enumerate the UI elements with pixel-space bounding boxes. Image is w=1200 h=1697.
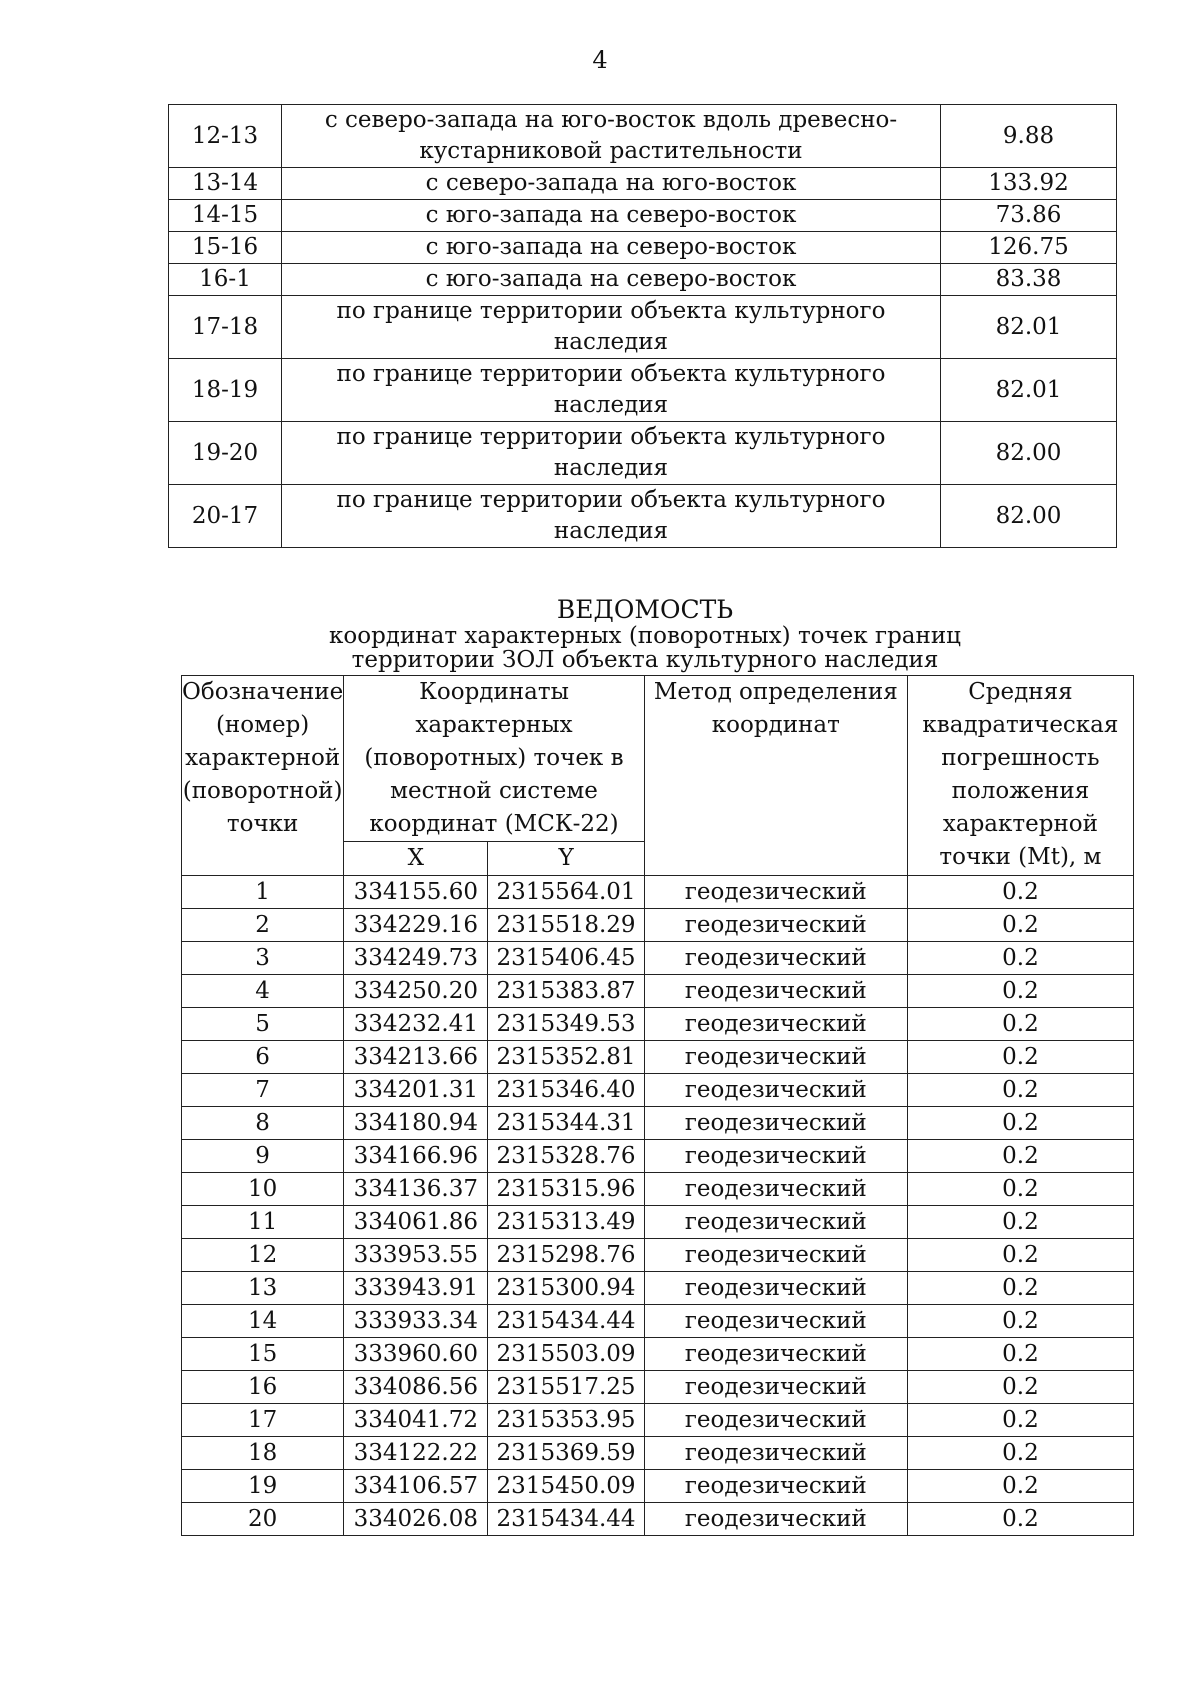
error: 0.2 bbox=[907, 1305, 1133, 1338]
error: 0.2 bbox=[907, 1338, 1133, 1371]
coords-header-row-1 bbox=[182, 676, 1134, 842]
point-number: 6 bbox=[182, 1041, 344, 1074]
segment-description: с юго-запада на северо-восток bbox=[282, 232, 941, 264]
coord-x: 333943.91 bbox=[344, 1272, 488, 1305]
point-number: 4 bbox=[182, 975, 344, 1008]
coord-y: 2315349.53 bbox=[488, 1008, 644, 1041]
table-row bbox=[182, 1074, 1134, 1107]
header-x: X bbox=[344, 842, 488, 876]
coord-y: 2315564.01 bbox=[488, 876, 644, 909]
segment-description: по границе территории объекта культурного наследия bbox=[282, 485, 941, 548]
method: геодезический bbox=[644, 975, 907, 1008]
segment-length: 9.88 bbox=[941, 105, 1117, 168]
coord-y: 2315517.25 bbox=[488, 1371, 644, 1404]
point-number: 3 bbox=[182, 942, 344, 975]
error: 0.2 bbox=[907, 1470, 1133, 1503]
coord-y: 2315313.49 bbox=[488, 1206, 644, 1239]
coord-x: 333960.60 bbox=[344, 1338, 488, 1371]
method: геодезический bbox=[644, 1338, 907, 1371]
point-number: 10 bbox=[182, 1173, 344, 1206]
coord-x: 334041.72 bbox=[344, 1404, 488, 1437]
table-row bbox=[182, 1107, 1134, 1140]
segment-description: по границе территории объекта культурного наследия bbox=[282, 422, 941, 485]
coord-y: 2315352.81 bbox=[488, 1041, 644, 1074]
segment-id: 13-14 bbox=[169, 168, 282, 200]
segment-length: 82.00 bbox=[941, 422, 1117, 485]
coord-y: 2315434.44 bbox=[488, 1305, 644, 1338]
method: геодезический bbox=[644, 1437, 907, 1470]
segment-id: 20-17 bbox=[169, 485, 282, 548]
vedomost-subtitle-line1: координат характерных (поворотных) точек границ bbox=[329, 623, 961, 649]
coord-y: 2315300.94 bbox=[488, 1272, 644, 1305]
table-row bbox=[182, 975, 1134, 1008]
segment-id: 15-16 bbox=[169, 232, 282, 264]
method: геодезический bbox=[644, 1041, 907, 1074]
error: 0.2 bbox=[907, 1437, 1133, 1470]
coord-y: 2315434.44 bbox=[488, 1503, 644, 1536]
segment-length: 73.86 bbox=[941, 200, 1117, 232]
coord-x: 334136.37 bbox=[344, 1173, 488, 1206]
segment-description: по границе территории объекта культурного наследия bbox=[282, 296, 941, 359]
point-number: 17 bbox=[182, 1404, 344, 1437]
method: геодезический bbox=[644, 1107, 907, 1140]
method: геодезический bbox=[644, 1173, 907, 1206]
error: 0.2 bbox=[907, 1371, 1133, 1404]
point-number: 14 bbox=[182, 1305, 344, 1338]
coord-y: 2315450.09 bbox=[488, 1470, 644, 1503]
coord-y: 2315346.40 bbox=[488, 1074, 644, 1107]
method: геодезический bbox=[644, 1305, 907, 1338]
vedomost-subtitle-line2: территории ЗОЛ объекта культурного наследия bbox=[351, 647, 939, 673]
coord-y: 2315298.76 bbox=[488, 1239, 644, 1272]
point-number: 13 bbox=[182, 1272, 344, 1305]
point-number: 20 bbox=[182, 1503, 344, 1536]
table-row bbox=[169, 485, 1117, 548]
point-number: 12 bbox=[182, 1239, 344, 1272]
coord-x: 334249.73 bbox=[344, 942, 488, 975]
table-row bbox=[169, 264, 1117, 296]
table-row bbox=[182, 1008, 1134, 1041]
table-row bbox=[182, 1338, 1134, 1371]
header-method: Метод определения координат bbox=[644, 676, 907, 876]
coords-body bbox=[182, 876, 1134, 1536]
coord-y: 2315353.95 bbox=[488, 1404, 644, 1437]
segment-length: 82.01 bbox=[941, 359, 1117, 422]
table-row bbox=[169, 296, 1117, 359]
method: геодезический bbox=[644, 1239, 907, 1272]
segment-id: 12-13 bbox=[169, 105, 282, 168]
error: 0.2 bbox=[907, 1041, 1133, 1074]
segment-id: 14-15 bbox=[169, 200, 282, 232]
table-row bbox=[169, 200, 1117, 232]
point-number: 5 bbox=[182, 1008, 344, 1041]
table-row bbox=[182, 1470, 1134, 1503]
header-point: Обозначение (номер) характерной (поворотной) точки bbox=[182, 676, 344, 876]
header-y: Y bbox=[488, 842, 644, 876]
table-row bbox=[182, 1041, 1134, 1074]
error: 0.2 bbox=[907, 942, 1133, 975]
table-row bbox=[182, 1437, 1134, 1470]
segment-description: по границе территории объекта культурного наследия bbox=[282, 359, 941, 422]
method: геодезический bbox=[644, 1470, 907, 1503]
segment-description: с северо-запада на юго-восток bbox=[282, 168, 941, 200]
point-number: 2 bbox=[182, 909, 344, 942]
method: геодезический bbox=[644, 1272, 907, 1305]
error: 0.2 bbox=[907, 975, 1133, 1008]
header-coordinates: Координаты характерных (поворотных) точек в местной системе координат (МСК-22) bbox=[344, 676, 645, 842]
segment-length: 133.92 bbox=[941, 168, 1117, 200]
segment-id: 16-1 bbox=[169, 264, 282, 296]
table-row bbox=[182, 1239, 1134, 1272]
table-row bbox=[182, 1272, 1134, 1305]
vedomost-title: ВЕДОМОСТЬ bbox=[556, 595, 734, 624]
point-number: 15 bbox=[182, 1338, 344, 1371]
coord-x: 334061.86 bbox=[344, 1206, 488, 1239]
table-row bbox=[182, 876, 1134, 909]
error: 0.2 bbox=[907, 1206, 1133, 1239]
error: 0.2 bbox=[907, 1173, 1133, 1206]
point-number: 7 bbox=[182, 1074, 344, 1107]
coord-x: 334232.41 bbox=[344, 1008, 488, 1041]
method: геодезический bbox=[644, 1206, 907, 1239]
method: геодезический bbox=[644, 1008, 907, 1041]
segment-description: с юго-запада на северо-восток bbox=[282, 264, 941, 296]
coord-y: 2315315.96 bbox=[488, 1173, 644, 1206]
error: 0.2 bbox=[907, 909, 1133, 942]
table-row bbox=[169, 105, 1117, 168]
error: 0.2 bbox=[907, 1239, 1133, 1272]
coord-x: 334086.56 bbox=[344, 1371, 488, 1404]
coord-x: 334155.60 bbox=[344, 876, 488, 909]
page-number: 4 bbox=[592, 46, 608, 74]
error: 0.2 bbox=[907, 1008, 1133, 1041]
error: 0.2 bbox=[907, 1107, 1133, 1140]
error: 0.2 bbox=[907, 1404, 1133, 1437]
segment-description: с северо-запада на юго-восток вдоль древесно-кустарниковой растительности bbox=[282, 105, 941, 168]
table-row bbox=[182, 1371, 1134, 1404]
coord-y: 2315406.45 bbox=[488, 942, 644, 975]
table-row bbox=[169, 422, 1117, 485]
table-row bbox=[182, 1140, 1134, 1173]
error: 0.2 bbox=[907, 1074, 1133, 1107]
method: геодезический bbox=[644, 909, 907, 942]
error: 0.2 bbox=[907, 1503, 1133, 1536]
method: геодезический bbox=[644, 876, 907, 909]
point-number: 18 bbox=[182, 1437, 344, 1470]
error: 0.2 bbox=[907, 876, 1133, 909]
coord-x: 333953.55 bbox=[344, 1239, 488, 1272]
table-row bbox=[182, 1404, 1134, 1437]
table-row bbox=[182, 1173, 1134, 1206]
error: 0.2 bbox=[907, 1272, 1133, 1305]
coord-y: 2315344.31 bbox=[488, 1107, 644, 1140]
point-number: 19 bbox=[182, 1470, 344, 1503]
segments-table bbox=[168, 104, 1117, 548]
coords-table bbox=[181, 675, 1134, 1536]
coord-y: 2315518.29 bbox=[488, 909, 644, 942]
coord-x: 334166.96 bbox=[344, 1140, 488, 1173]
method: геодезический bbox=[644, 1074, 907, 1107]
coord-x: 334229.16 bbox=[344, 909, 488, 942]
point-number: 11 bbox=[182, 1206, 344, 1239]
method: геодезический bbox=[644, 1404, 907, 1437]
segment-id: 19-20 bbox=[169, 422, 282, 485]
coord-x: 334201.31 bbox=[344, 1074, 488, 1107]
table-row bbox=[182, 942, 1134, 975]
coord-x: 334122.22 bbox=[344, 1437, 488, 1470]
error: 0.2 bbox=[907, 1140, 1133, 1173]
coord-y: 2315328.76 bbox=[488, 1140, 644, 1173]
method: геодезический bbox=[644, 1140, 907, 1173]
coord-x: 334250.20 bbox=[344, 975, 488, 1008]
coord-x: 333933.34 bbox=[344, 1305, 488, 1338]
segment-description: с юго-запада на северо-восток bbox=[282, 200, 941, 232]
coord-x: 334026.08 bbox=[344, 1503, 488, 1536]
segment-length: 82.01 bbox=[941, 296, 1117, 359]
coord-y: 2315369.59 bbox=[488, 1437, 644, 1470]
point-number: 16 bbox=[182, 1371, 344, 1404]
segment-id: 17-18 bbox=[169, 296, 282, 359]
point-number: 9 bbox=[182, 1140, 344, 1173]
coord-x: 334180.94 bbox=[344, 1107, 488, 1140]
table-row bbox=[182, 1206, 1134, 1239]
segments-body bbox=[169, 105, 1117, 548]
segment-id: 18-19 bbox=[169, 359, 282, 422]
segment-length: 83.38 bbox=[941, 264, 1117, 296]
table-row bbox=[169, 168, 1117, 200]
table-row bbox=[182, 1305, 1134, 1338]
coord-x: 334213.66 bbox=[344, 1041, 488, 1074]
point-number: 1 bbox=[182, 876, 344, 909]
method: геодезический bbox=[644, 1503, 907, 1536]
table-row bbox=[182, 1503, 1134, 1536]
header-error: Средняя квадратическая погрешность положения характерной точки (Mt), м bbox=[907, 676, 1133, 876]
table-row bbox=[182, 909, 1134, 942]
segment-length: 126.75 bbox=[941, 232, 1117, 264]
method: геодезический bbox=[644, 942, 907, 975]
coords-table-header bbox=[182, 676, 1134, 876]
coord-y: 2315503.09 bbox=[488, 1338, 644, 1371]
point-number: 8 bbox=[182, 1107, 344, 1140]
coord-y: 2315383.87 bbox=[488, 975, 644, 1008]
segment-length: 82.00 bbox=[941, 485, 1117, 548]
table-row bbox=[169, 232, 1117, 264]
method: геодезический bbox=[644, 1371, 907, 1404]
table-row bbox=[169, 359, 1117, 422]
coord-x: 334106.57 bbox=[344, 1470, 488, 1503]
